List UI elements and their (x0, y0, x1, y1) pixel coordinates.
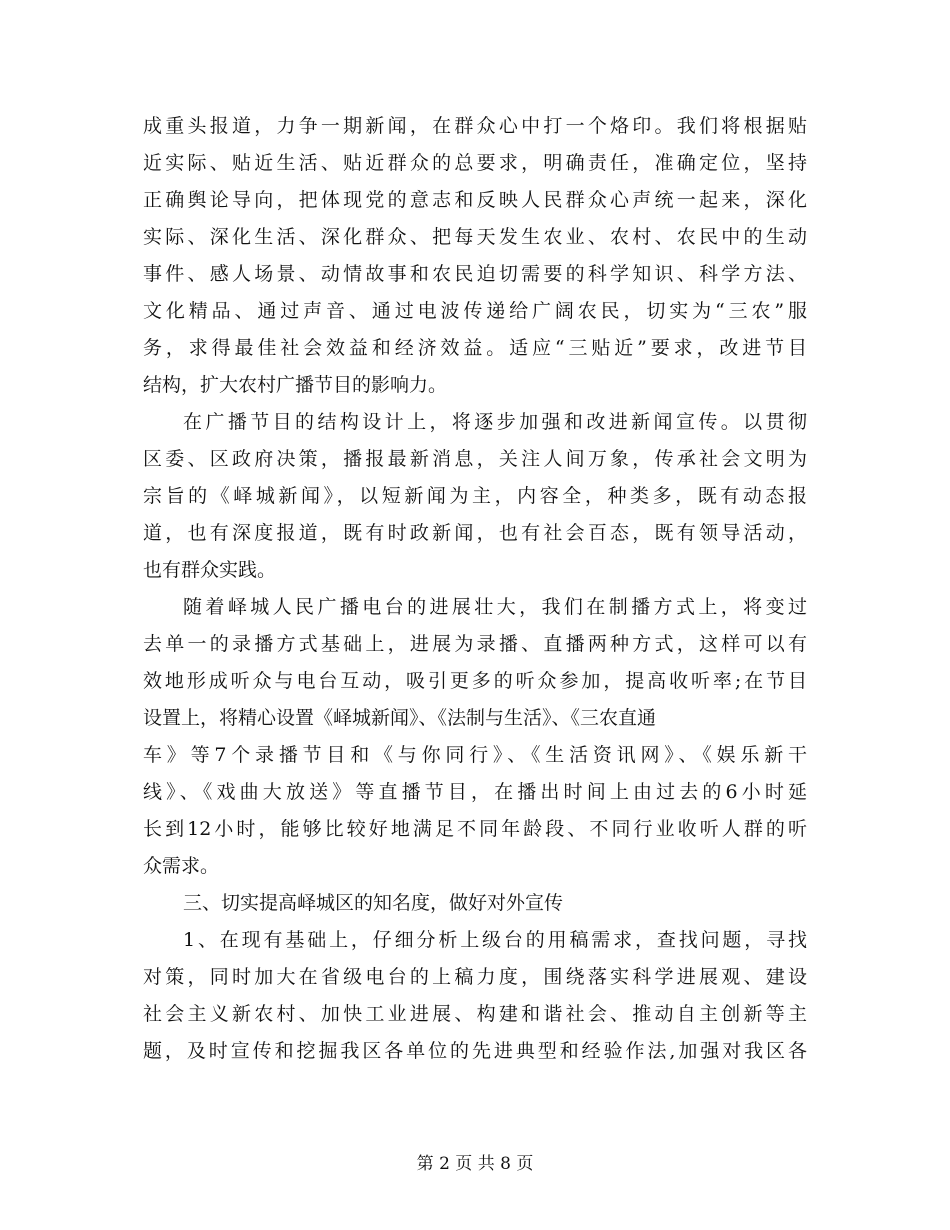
paragraph-line: 设置上，将精心设置《峄城新闻》、《法制与生活》、《三农直通 (143, 707, 657, 729)
paragraph-line: 线》、《戏曲大放送》等直播节目，在播出时间上由过去的6小时延 (143, 781, 807, 803)
paragraph-line: 车》等7个录播节目和《与你同行》、《生活资讯网》、《娱乐新干 (143, 744, 807, 766)
paragraph-line: 也有群众实践。 (143, 559, 277, 581)
paragraph-line: 务，求得最佳社会效益和经济效益。适应“三贴近”要求，改进节目 (143, 337, 807, 359)
paragraph-line: 长到12小时，能够比较好地满足不同年龄段、不同行业收听人群的听 (143, 818, 807, 840)
paragraph-line: 文化精品、通过声音、通过电波传递给广阔农民，切实为“三农”服 (143, 300, 807, 322)
paragraph-line: 题，及时宣传和挖掘我区各单位的先进典型和经验作法,加强对我区各 (143, 1040, 807, 1062)
paragraph-line: 实际、深化生活、深化群众、把每天发生农业、农村、农民中的生动 (143, 226, 807, 248)
paragraph-line: 效地形成听众与电台互动，吸引更多的听众参加，提高收听率;在节目 (143, 670, 807, 692)
paragraph-first-line: 随着峄城人民广播电台的进展壮大，我们在制播方式上，将变过 (183, 596, 807, 618)
paragraph-line: 众需求。 (143, 855, 220, 877)
paragraph-line: 区委、区政府决策，播报最新消息，关注人间万象，传承社会文明为 (143, 448, 807, 470)
paragraph-line: 成重头报道，力争一期新闻，在群众心中打一个烙印。我们将根据贴 (143, 115, 807, 137)
paragraph-line: 事件、感人场景、动情故事和农民迫切需要的科学知识、科学方法、 (143, 263, 807, 285)
page-number: 第 2 页 共 8 页 (416, 1154, 534, 1174)
paragraph-line: 正确舆论导向，把体现党的意志和反映人民群众心声统一起来，深化 (143, 189, 807, 211)
paragraph-line: 道，也有深度报道，既有时政新闻，也有社会百态，既有领导活动， (143, 522, 807, 544)
paragraph-line: 社会主义新农村、加快工业进展、构建和谐社会、推动自主创新等主 (143, 1003, 807, 1025)
paragraph-line: 近实际、贴近生活、贴近群众的总要求，明确责任，准确定位，坚持 (143, 152, 807, 174)
paragraph-first-line: 1、在现有基础上，仔细分析上级台的用稿需求，查找问题，寻找 (183, 929, 807, 951)
paragraph-first-line: 在广播节目的结构设计上，将逐步加强和改进新闻宣传。以贯彻 (183, 411, 807, 433)
paragraph-line: 宗旨的《峄城新闻》，以短新闻为主，内容全，种类多，既有动态报 (143, 485, 807, 507)
paragraph-line: 结构，扩大农村广播节目的影响力。 (143, 374, 448, 396)
paragraph-line: 对策，同时加大在省级电台的上稿力度，围绕落实科学进展观、建设 (143, 966, 807, 988)
section-heading: 三、切实提高峄城区的知名度，做好对外宣传 (183, 892, 564, 914)
paragraph-line: 去单一的录播方式基础上，进展为录播、直播两种方式，这样可以有 (143, 633, 807, 655)
document-body (143, 108, 807, 1070)
